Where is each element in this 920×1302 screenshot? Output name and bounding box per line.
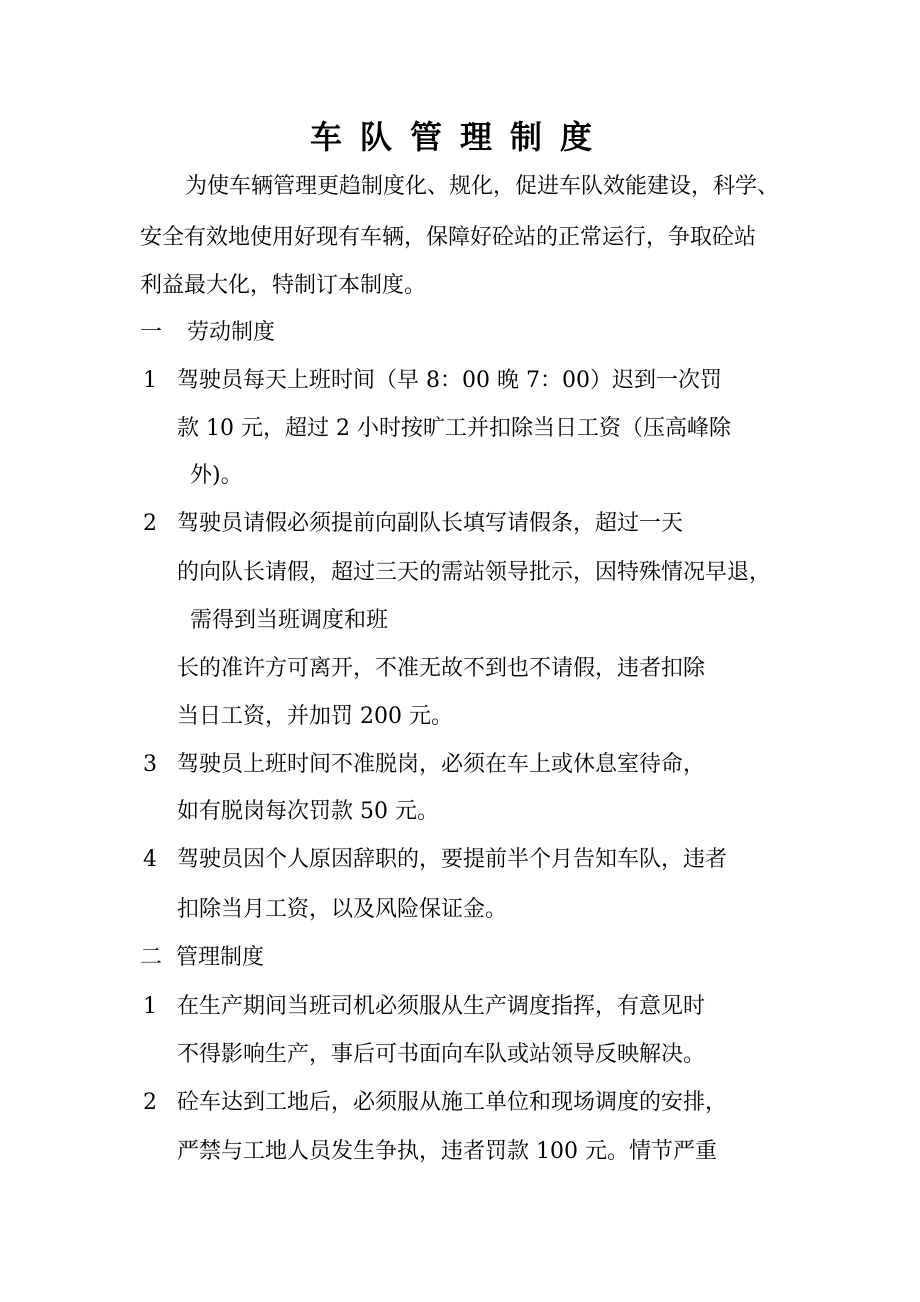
item-number: 1	[143, 368, 157, 393]
section-number: 二	[140, 945, 163, 970]
intro-line: 利益最大化，特制订本制度。	[140, 273, 427, 298]
intro-line: 安全有效地使用好现有车辆，保障好砼站的正常运行，争取砼站	[140, 225, 757, 250]
item-line: 长的准许方可离开，不准无故不到也不请假，违者扣除	[177, 656, 706, 681]
item-line: 需得到当班调度和班	[190, 608, 389, 633]
section-heading: 劳动制度	[187, 320, 276, 345]
document-title: 车队管理制度	[309, 118, 610, 156]
item-number: 3	[143, 752, 157, 777]
item-line: 不得影响生产，事后可书面向车队或站领导反映解决。	[177, 1042, 706, 1067]
item-line: 驾驶员上班时间不准脱岗，必须在车上或休息室待命，	[177, 752, 706, 777]
item-line: 驾驶员请假必须提前向副队长填写请假条，超过一天	[177, 511, 684, 536]
intro-line: 为使车辆管理更趋制度化、规化，促进车队效能建设，科学、	[185, 174, 780, 199]
item-line: 外)。	[190, 463, 243, 488]
item-line: 砼车达到工地后，必须服从施工单位和现场调度的安排，	[177, 1090, 728, 1115]
item-line: 在生产期间当班司机必须服从生产调度指挥，有意见时	[177, 994, 706, 1019]
item-line: 如有脱岗每次罚款 50 元。	[177, 799, 439, 824]
item-line: 严禁与工地人员发生争执，违者罚款 100 元。情节严重	[177, 1139, 717, 1164]
item-number: 1	[143, 994, 157, 1019]
item-line: 当日工资，并加罚 200 元。	[177, 704, 453, 729]
item-line: 的向队长请假，超过三天的需站领导批示，因特殊情况早退，	[177, 560, 772, 585]
item-line: 驾驶员因个人原因辞职的，要提前半个月告知车队，违者	[177, 847, 728, 872]
item-line: 款 10 元，超过 2 小时按旷工并扣除当日工资（压高峰除	[177, 416, 731, 441]
item-number: 2	[143, 511, 157, 536]
section-number: 一	[140, 320, 163, 345]
item-number: 2	[143, 1090, 157, 1115]
item-line: 扣除当月工资，以及风险保证金。	[177, 897, 508, 922]
section-heading: 管理制度	[176, 945, 265, 970]
item-line: 驾驶员每天上班时间（早 8：00 晚 7：00）迟到一次罚	[177, 368, 722, 393]
item-number: 4	[143, 847, 157, 872]
